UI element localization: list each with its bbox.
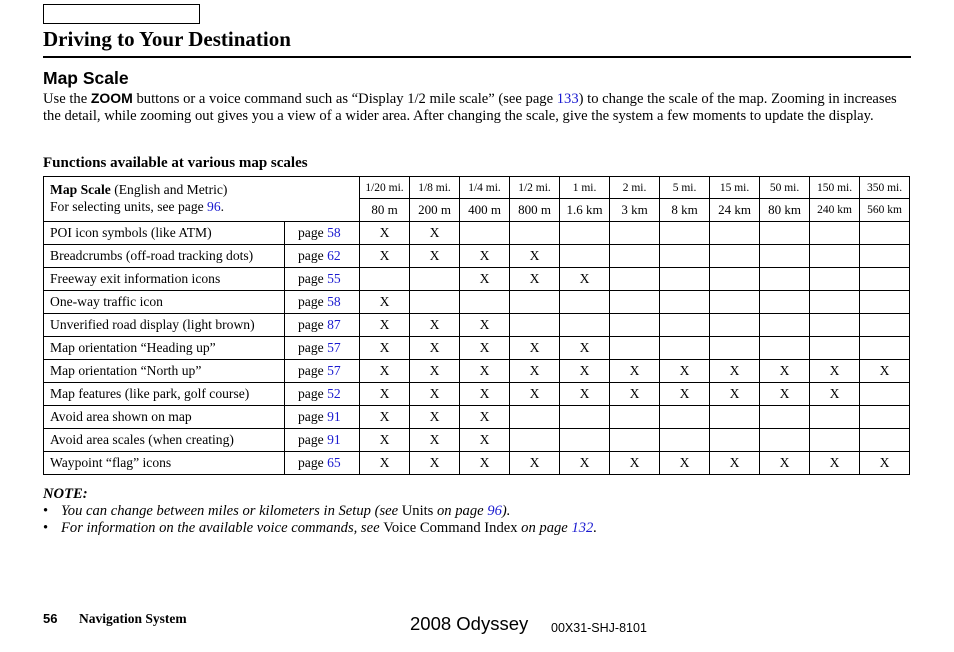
availability-mark: X <box>660 360 710 383</box>
note-block <box>43 486 597 537</box>
availability-mark <box>760 429 810 452</box>
availability-mark: X <box>710 383 760 406</box>
scale-miles-5: 2 mi. <box>610 177 660 199</box>
scale-miles-2: 1/4 mi. <box>460 177 510 199</box>
availability-mark: X <box>460 429 510 452</box>
availability-mark <box>710 406 760 429</box>
page-reference <box>285 314 360 337</box>
section-heading: Map Scale <box>43 68 129 88</box>
availability-mark <box>610 222 660 245</box>
page-reference <box>285 360 360 383</box>
page-link-65[interactable]: 65 <box>327 455 341 470</box>
scale-miles-6: 5 mi. <box>660 177 710 199</box>
availability-mark <box>560 429 610 452</box>
availability-mark <box>810 291 860 314</box>
availability-mark: X <box>360 337 410 360</box>
availability-mark <box>810 314 860 337</box>
availability-mark <box>660 291 710 314</box>
page-reference <box>285 337 360 360</box>
availability-mark: X <box>460 360 510 383</box>
table-header-cell <box>44 177 360 222</box>
availability-mark <box>610 314 660 337</box>
note2-c: on page <box>517 520 572 536</box>
availability-mark <box>510 406 560 429</box>
availability-mark: X <box>410 245 460 268</box>
availability-mark: X <box>460 383 510 406</box>
table-row <box>44 245 910 268</box>
function-label: Map orientation “North up” <box>44 360 285 383</box>
availability-mark: X <box>810 360 860 383</box>
availability-mark <box>510 314 560 337</box>
availability-mark: X <box>510 337 560 360</box>
note2-voice-index: Voice Command Index <box>383 520 518 536</box>
page-reference <box>285 268 360 291</box>
availability-mark: X <box>560 360 610 383</box>
availability-mark: X <box>510 245 560 268</box>
scale-metric-5: 3 km <box>610 199 660 222</box>
function-label: Unverified road display (light brown) <box>44 314 285 337</box>
availability-mark <box>610 268 660 291</box>
availability-mark: X <box>560 268 610 291</box>
availability-mark <box>760 314 810 337</box>
scale-metric-10: 560 km <box>860 199 910 222</box>
availability-mark <box>660 268 710 291</box>
page-prefix: page <box>298 340 328 355</box>
availability-mark: X <box>410 383 460 406</box>
page-link-132[interactable]: 132 <box>571 520 594 536</box>
availability-mark: X <box>860 452 910 475</box>
table-row <box>44 222 910 245</box>
page-reference <box>285 406 360 429</box>
availability-mark: X <box>410 222 460 245</box>
scale-miles-7: 15 mi. <box>710 177 760 199</box>
page-prefix: page <box>298 432 328 447</box>
availability-mark: X <box>360 245 410 268</box>
function-label: Breadcrumbs (off-road tracking dots) <box>44 245 285 268</box>
page-reference <box>285 429 360 452</box>
function-label: Map features (like park, golf course) <box>44 383 285 406</box>
title-rule <box>43 56 911 58</box>
page-prefix: page <box>298 294 328 309</box>
function-label: Avoid area scales (when creating) <box>44 429 285 452</box>
availability-mark: X <box>460 406 510 429</box>
availability-mark <box>460 291 510 314</box>
table-row <box>44 360 910 383</box>
availability-mark: X <box>510 452 560 475</box>
note2-a: For information on the available voice commands, see <box>61 520 384 536</box>
scale-metric-7: 24 km <box>710 199 760 222</box>
availability-mark <box>710 245 760 268</box>
availability-mark: X <box>610 452 660 475</box>
intro-text-2: buttons or a voice command such as “Display 1/2 mile scale” (see page <box>132 91 557 107</box>
scale-metric-3: 800 m <box>510 199 560 222</box>
availability-mark <box>710 291 760 314</box>
page-link-133[interactable]: 133 <box>556 91 579 107</box>
page-link-52[interactable]: 52 <box>327 386 341 401</box>
page-link-57[interactable]: 57 <box>327 363 341 378</box>
function-label: Freeway exit information icons <box>44 268 285 291</box>
availability-mark: X <box>860 360 910 383</box>
table-caption: Functions available at various map scales <box>43 155 308 171</box>
availability-mark <box>660 222 710 245</box>
footer-nav-title: Navigation System <box>79 611 187 626</box>
availability-mark: X <box>460 245 510 268</box>
note-list <box>43 503 597 537</box>
scale-metric-8: 80 km <box>760 199 810 222</box>
availability-mark <box>660 245 710 268</box>
table-row <box>44 291 910 314</box>
page-link-91[interactable]: 91 <box>327 409 341 424</box>
scale-miles-0: 1/20 mi. <box>360 177 410 199</box>
page-reference <box>285 452 360 475</box>
note2-d: . <box>593 520 597 536</box>
page-prefix: page <box>298 455 328 470</box>
availability-mark <box>560 406 610 429</box>
header-line2-suffix: . <box>220 199 225 214</box>
table-row <box>44 337 910 360</box>
page-link-58[interactable]: 58 <box>327 294 341 309</box>
function-label: POI icon symbols (like ATM) <box>44 222 285 245</box>
scale-metric-1: 200 m <box>410 199 460 222</box>
note1-d: ). <box>501 503 511 519</box>
intro-text-3: ) to change the scale of the map. Zooming in increases the detail, while zooming out gives you a view of a wider area. After changing the scale, give the system a few moments to update the display. <box>43 91 897 124</box>
availability-mark <box>510 222 560 245</box>
availability-mark: X <box>510 268 560 291</box>
availability-mark: X <box>760 383 810 406</box>
availability-mark <box>810 268 860 291</box>
availability-mark <box>860 429 910 452</box>
availability-mark: X <box>360 452 410 475</box>
function-label: Waypoint “flag” icons <box>44 452 285 475</box>
availability-mark <box>510 429 560 452</box>
note1-units: Units <box>401 503 434 519</box>
page-link-96[interactable]: 96 <box>207 199 221 214</box>
availability-mark <box>860 337 910 360</box>
scale-miles-8: 50 mi. <box>760 177 810 199</box>
availability-mark: X <box>610 360 660 383</box>
availability-mark: X <box>510 360 560 383</box>
availability-mark <box>810 406 860 429</box>
page-prefix: page <box>298 317 328 332</box>
footer-code: 00X31-SHJ-8101 <box>551 621 647 635</box>
availability-mark: X <box>560 452 610 475</box>
availability-mark <box>810 222 860 245</box>
scale-metric-0: 80 m <box>360 199 410 222</box>
availability-mark: X <box>760 452 810 475</box>
availability-mark <box>860 406 910 429</box>
table-row <box>44 383 910 406</box>
zoom-keyword: ZOOM <box>90 90 133 106</box>
table-row <box>44 452 910 475</box>
availability-mark: X <box>560 383 610 406</box>
availability-mark <box>610 337 660 360</box>
availability-mark <box>860 314 910 337</box>
page-link-62[interactable]: 62 <box>327 248 341 263</box>
scale-miles-4: 1 mi. <box>560 177 610 199</box>
availability-mark <box>710 222 760 245</box>
availability-mark <box>410 291 460 314</box>
availability-mark: X <box>710 452 760 475</box>
availability-mark <box>760 291 810 314</box>
availability-mark <box>760 337 810 360</box>
availability-mark <box>660 429 710 452</box>
availability-mark: X <box>560 337 610 360</box>
availability-mark <box>760 222 810 245</box>
page-reference <box>285 245 360 268</box>
note1-a: You can change between miles or kilometers in Setup (see <box>61 503 402 519</box>
availability-mark <box>410 268 460 291</box>
availability-mark: X <box>660 383 710 406</box>
availability-mark <box>860 268 910 291</box>
availability-mark <box>810 429 860 452</box>
availability-mark <box>360 268 410 291</box>
scale-miles-1: 1/8 mi. <box>410 177 460 199</box>
availability-mark: X <box>410 452 460 475</box>
availability-mark <box>860 245 910 268</box>
availability-mark: X <box>810 383 860 406</box>
page-link-58[interactable]: 58 <box>327 225 341 240</box>
function-label: Map orientation “Heading up” <box>44 337 285 360</box>
availability-mark <box>860 383 910 406</box>
availability-mark: X <box>360 222 410 245</box>
availability-mark <box>610 406 660 429</box>
availability-mark: X <box>360 383 410 406</box>
intro-text-1: Use the <box>43 91 91 107</box>
availability-mark <box>560 245 610 268</box>
availability-mark: X <box>810 452 860 475</box>
availability-mark: X <box>360 429 410 452</box>
availability-mark: X <box>460 452 510 475</box>
table-row <box>44 406 910 429</box>
availability-mark <box>710 314 760 337</box>
function-label: Avoid area shown on map <box>44 406 285 429</box>
availability-mark <box>610 291 660 314</box>
availability-mark: X <box>360 291 410 314</box>
page-prefix: page <box>298 386 328 401</box>
availability-mark: X <box>460 337 510 360</box>
table-row <box>44 314 910 337</box>
availability-mark: X <box>660 452 710 475</box>
scale-miles-3: 1/2 mi. <box>510 177 560 199</box>
miles-header-row <box>44 177 910 199</box>
availability-mark: X <box>410 360 460 383</box>
scale-miles-10: 350 mi. <box>860 177 910 199</box>
note-item-units <box>43 503 597 520</box>
availability-mark: X <box>410 314 460 337</box>
availability-mark <box>710 337 760 360</box>
availability-mark: X <box>460 314 510 337</box>
availability-mark <box>610 429 660 452</box>
availability-mark <box>760 406 810 429</box>
availability-mark <box>660 406 710 429</box>
availability-mark <box>860 222 910 245</box>
availability-mark <box>510 291 560 314</box>
availability-mark: X <box>410 337 460 360</box>
availability-mark: X <box>360 406 410 429</box>
availability-mark: X <box>710 360 760 383</box>
page-link-87[interactable]: 87 <box>327 317 341 332</box>
availability-mark <box>460 222 510 245</box>
page-link-57[interactable]: 57 <box>327 340 341 355</box>
page-prefix: page <box>298 271 328 286</box>
availability-mark <box>710 429 760 452</box>
note-item-voice <box>43 520 597 537</box>
table-row <box>44 268 910 291</box>
scale-metric-4: 1.6 km <box>560 199 610 222</box>
page-link-91[interactable]: 91 <box>327 432 341 447</box>
availability-mark: X <box>510 383 560 406</box>
page-link-96-note[interactable]: 96 <box>487 503 502 519</box>
page-reference <box>285 291 360 314</box>
availability-mark <box>760 245 810 268</box>
page-prefix: page <box>298 409 328 424</box>
header-tab-box <box>43 4 200 24</box>
scale-metric-9: 240 km <box>810 199 860 222</box>
note-title: NOTE: <box>43 486 88 502</box>
page-link-55[interactable]: 55 <box>327 271 341 286</box>
availability-mark: X <box>460 268 510 291</box>
page-reference <box>285 222 360 245</box>
scale-metric-2: 400 m <box>460 199 510 222</box>
map-scale-table <box>43 176 910 475</box>
scale-metric-6: 8 km <box>660 199 710 222</box>
page-prefix: page <box>298 225 328 240</box>
availability-mark <box>560 314 610 337</box>
availability-mark: X <box>410 429 460 452</box>
availability-mark: X <box>760 360 810 383</box>
page-prefix: page <box>298 363 328 378</box>
availability-mark <box>560 291 610 314</box>
note1-c: on page <box>433 503 488 519</box>
table-row <box>44 429 910 452</box>
header-title: Map Scale <box>50 182 111 197</box>
availability-mark <box>810 337 860 360</box>
bullet: • <box>43 520 49 536</box>
availability-mark: X <box>360 360 410 383</box>
availability-mark <box>610 245 660 268</box>
header-line2-prefix: For selecting units, see page <box>50 199 208 214</box>
function-label: One-way traffic icon <box>44 291 285 314</box>
page-prefix: page <box>298 248 328 263</box>
availability-mark <box>660 337 710 360</box>
page-title: Driving to Your Destination <box>43 27 291 51</box>
availability-mark <box>860 291 910 314</box>
availability-mark <box>710 268 760 291</box>
availability-mark <box>660 314 710 337</box>
page-reference <box>285 383 360 406</box>
footer-page-number: 56 <box>43 611 58 626</box>
footer-model: 2008 Odyssey <box>410 613 529 634</box>
availability-mark: X <box>360 314 410 337</box>
availability-mark: X <box>410 406 460 429</box>
header-title-suffix: (English and Metric) <box>110 182 228 197</box>
availability-mark: X <box>610 383 660 406</box>
availability-mark <box>560 222 610 245</box>
scale-miles-9: 150 mi. <box>810 177 860 199</box>
intro-paragraph <box>43 90 915 125</box>
bullet: • <box>43 503 49 519</box>
availability-mark <box>810 245 860 268</box>
availability-mark <box>760 268 810 291</box>
